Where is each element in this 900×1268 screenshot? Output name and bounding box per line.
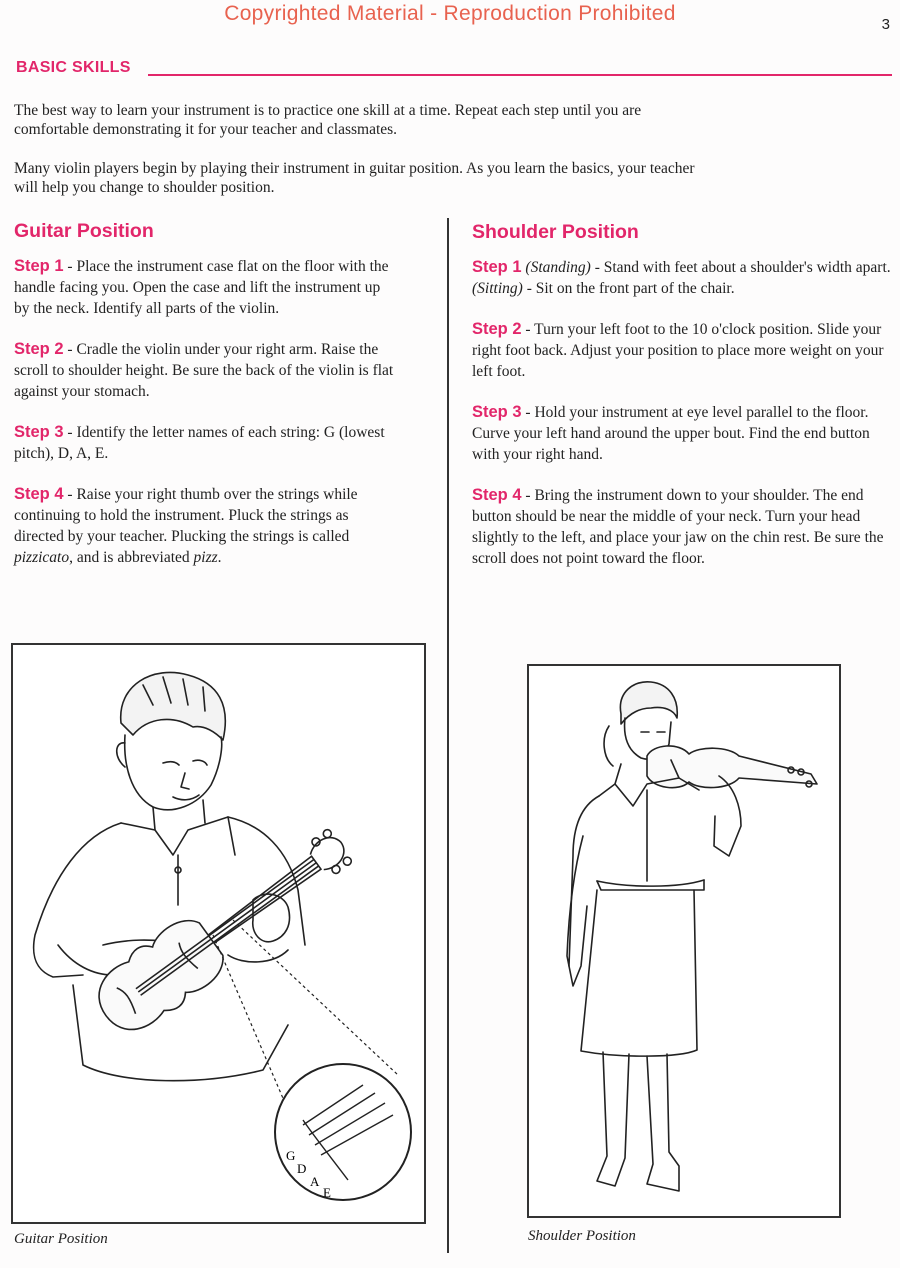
shoulder-step-4: Step 4 - Bring the instrument down to your shoulder. The end button should be near the middle of your neck. Turn your head slightly to the left, and place your jaw on the chin rest. Be sure the scroll does not point toward the floor.	[472, 486, 884, 567]
step-text: Raise your right thumb over the strings while continuing to hold the instrument. Pluck the strings as directed by your teacher. Plucking the strings is called	[14, 486, 358, 545]
step-label: Step 3	[14, 423, 64, 441]
shoulder-position-column	[472, 222, 892, 589]
section-title: BASIC SKILLS	[16, 59, 131, 76]
step-label: Step 2	[14, 340, 64, 358]
string-label-d: D	[297, 1161, 307, 1176]
sitting-label: (Sitting)	[472, 280, 523, 297]
guitar-position-illustration	[11, 643, 426, 1224]
string-label-a: A	[310, 1174, 320, 1189]
guitar-step-1: Step 1 - Place the instrument case flat on the floor with the handle facing you. Open the case and lift the instrument up by the neck. Identify all parts of the violin.	[14, 257, 389, 317]
shoulder-position-heading: Shoulder Position	[472, 221, 639, 243]
section-title-rule	[148, 74, 892, 76]
step-label: Step 2	[472, 320, 522, 338]
guitar-position-heading: Guitar Position	[14, 220, 154, 242]
step-label: Step 4	[472, 486, 522, 504]
step-text: Bring the instrument down to your shoulder. The end button should be near the middle of your neck. Turn your head slightly to the left, and place your jaw on the chin rest. Be sure the scroll does not point toward the floor.	[472, 487, 884, 567]
step-text: - Stand with feet about a shoulder's width apart.	[590, 259, 891, 276]
string-label-e: E	[323, 1185, 331, 1200]
step-text: , and is abbreviated	[69, 549, 194, 566]
step-label: Step 1	[472, 258, 522, 276]
step-text: - Sit on the front part of the chair.	[522, 280, 735, 297]
column-divider	[447, 218, 449, 1253]
guitar-step-2: Step 2 - Cradle the violin under your right arm. Raise the scroll to shoulder height. Be sure the back of the violin is flat against your stomach.	[14, 340, 394, 400]
guitar-position-column	[14, 221, 399, 588]
pizz-abbreviation: pizz	[193, 549, 218, 566]
guitar-step-3: Step 3 - Identify the letter names of each string: G (lowest pitch), D, A, E.	[14, 423, 385, 462]
step-text: Cradle the violin under your right arm. Raise the scroll to shoulder height. Be sure the back of the violin is flat against your stomach.	[14, 341, 394, 400]
guitar-step-4: Step 4 - Raise your right thumb over the strings while continuing to hold the instrument. Pluck the strings as directed by your teacher. Plucking the strings is called pizzicato, and is abbreviated pizz.	[14, 485, 358, 566]
step-text: Identify the letter names of each string: G (lowest pitch), D, A, E.	[14, 424, 385, 462]
step-text: Place the instrument case flat on the floor with the handle facing you. Open the case and lift the instrument up by the neck. Identify all parts of the violin.	[14, 258, 389, 317]
step-text: Turn your left foot to the 10 o'clock position. Slide your right foot back. Adjust your position to place more weight on your left foot.	[472, 321, 884, 380]
step-label: Step 1	[14, 257, 64, 275]
intro-paragraph-1: The best way to learn your instrument is to practice one skill at a time. Repeat each step until you are comfortable demonstrating it for your teacher and classmates.	[14, 102, 642, 138]
step-text: .	[217, 549, 222, 566]
copyright-watermark: Copyrighted Material - Reproduction Prohibited	[224, 2, 676, 25]
shoulder-position-illustration	[527, 664, 841, 1218]
step-label: Step 3	[472, 403, 522, 421]
shoulder-step-3: Step 3 - Hold your instrument at eye level parallel to the floor. Curve your left hand around the upper bout. Find the end button with your right hand.	[472, 403, 870, 463]
step-label: Step 4	[14, 485, 64, 503]
guitar-position-caption: Guitar Position	[14, 1231, 108, 1247]
step-text: Hold your instrument at eye level parallel to the floor. Curve your left hand around the upper bout. Find the end button with your right hand.	[472, 404, 870, 463]
shoulder-step-2: Step 2 - Turn your left foot to the 10 o'clock position. Slide your right foot back. Adjust your position to place more weight on your left foot.	[472, 320, 884, 380]
girl-playing-violin-drawing	[529, 666, 839, 1216]
boy-holding-violin-drawing	[13, 645, 424, 1222]
shoulder-step-1	[472, 257, 892, 299]
standing-label: (Standing)	[525, 259, 591, 276]
string-label-g: G	[286, 1148, 296, 1163]
shoulder-position-caption: Shoulder Position	[528, 1228, 636, 1244]
page-number: 3	[881, 16, 890, 33]
intro-paragraph-2: Many violin players begin by playing their instrument in guitar position. As you learn the basics, your teacher will help you change to shoulder position.	[14, 160, 695, 196]
string-magnifier	[275, 1064, 411, 1200]
pizzicato-term: pizzicato	[14, 549, 70, 566]
